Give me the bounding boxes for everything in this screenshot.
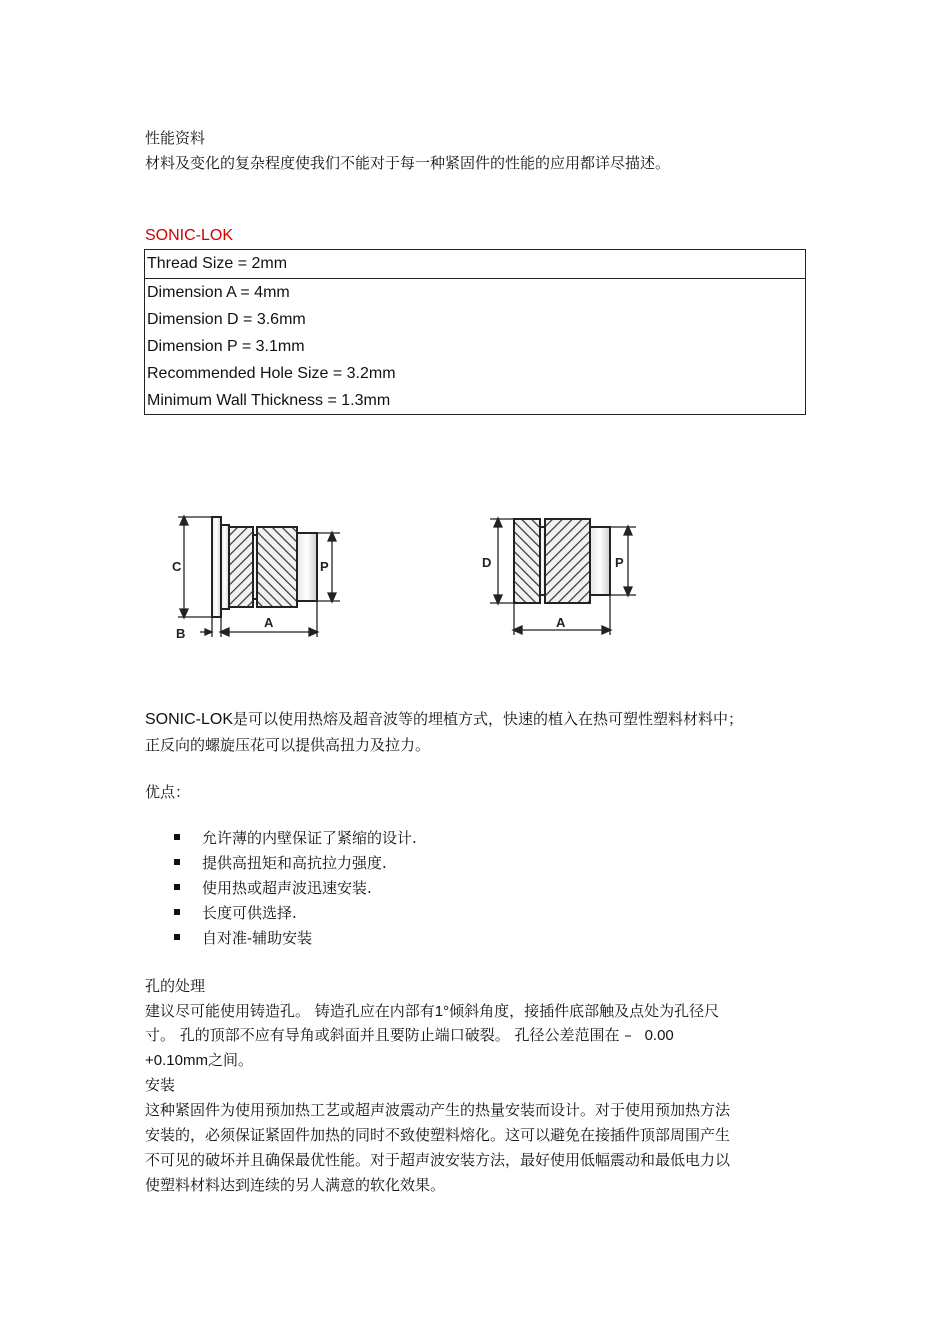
left-collar xyxy=(221,525,229,609)
dimension-d-cell: Dimension D = 3.6mm xyxy=(147,310,306,328)
left-knurl-1 xyxy=(229,527,253,607)
thread-size-cell: Thread Size = 2mm xyxy=(145,250,806,279)
right-knurl-1 xyxy=(514,519,540,603)
description-brand: SONIC-LOK xyxy=(145,711,234,728)
list-item: 长度可供选择. xyxy=(174,903,417,928)
label-c: C xyxy=(172,559,182,574)
list-item: 自对准-辅助安装 xyxy=(174,928,417,953)
install-line-1: 这种紧固件为使用预加热工艺或超声波震动产生的热量安装而设计。对于使用预加热方法 xyxy=(145,1101,731,1119)
list-item: 提供高扭矩和高抗拉力强度. xyxy=(174,853,417,878)
description-line-1-text: 是可以使用热熔及超音波等的埋植方式，快速的植入在热可塑性塑料材料中； xyxy=(233,710,744,728)
left-knurl-2 xyxy=(257,527,297,607)
left-pilot xyxy=(297,533,317,601)
advantages-list xyxy=(174,828,417,953)
bullet-icon xyxy=(174,834,180,840)
hole-line-1: 建议尽可能使用铸造孔。 铸造孔应在内部有1°倾斜角度，接插件底部触及点处为孔径尺 xyxy=(145,1002,720,1020)
table-row xyxy=(145,333,806,360)
label-p-right: P xyxy=(615,555,624,570)
label-b: B xyxy=(176,626,186,641)
bullet-icon xyxy=(174,859,180,865)
table-row xyxy=(145,306,806,333)
table-row xyxy=(145,360,806,387)
performance-text: 材料及变化的复杂程度使我们不能对于每一种紧固件的性能的应用都详尽描述。 xyxy=(145,154,671,172)
section-title-performance: 性能资料 xyxy=(145,129,206,147)
hole-title: 孔的处理 xyxy=(145,977,206,995)
product-name: SONIC-LOK xyxy=(145,227,234,244)
advantages-title: 优点： xyxy=(145,783,191,801)
install-line-4: 使塑料材料达到连续的另人满意的软化效果。 xyxy=(145,1176,446,1194)
dimension-a-cell: Dimension A = 4mm xyxy=(147,283,290,301)
left-insert-drawing xyxy=(212,517,317,617)
label-a-left: A xyxy=(264,615,274,630)
table-row xyxy=(145,387,806,415)
hole-line-3: +0.10mm之间。 xyxy=(145,1051,253,1069)
right-knurl-2 xyxy=(545,519,590,603)
bullet-icon xyxy=(174,884,180,890)
dimension-p-cell: Dimension P = 3.1mm xyxy=(147,337,305,355)
bullet-icon xyxy=(174,909,180,915)
table-row xyxy=(145,279,806,307)
install-title: 安装 xyxy=(145,1076,176,1094)
list-item: 使用热或超声波迅速安装. xyxy=(174,878,417,903)
hole-size-cell: Recommended Hole Size = 3.2mm xyxy=(147,364,396,382)
label-d: D xyxy=(482,555,492,570)
install-line-3: 不可见的破坏并且确保最优性能。对于超声波安装方法，最好使用低幅震动和最低电力以 xyxy=(145,1151,731,1169)
label-p-left: P xyxy=(320,559,329,574)
left-flange xyxy=(212,517,221,617)
right-insert-drawing xyxy=(514,519,610,603)
table-row xyxy=(145,250,806,279)
hole-line-2: 寸。 孔的顶部不应有导角或斜面并且要防止端口破裂。 孔径公差范围在 – 0.00 xyxy=(145,1026,674,1044)
insert-dimension-diagram xyxy=(160,505,650,655)
list-item: 允许薄的内壁保证了紧缩的设计. xyxy=(174,828,417,853)
install-line-2: 安装的，必须保证紧固件加热的同时不致使塑料熔化。这可以避免在接插件顶部周围产生 xyxy=(145,1126,731,1144)
description-line-2: 正反向的螺旋压花可以提供高扭力及拉力。 xyxy=(145,736,431,754)
spec-table xyxy=(144,249,806,415)
label-a-right: A xyxy=(556,615,566,630)
wall-thickness-cell: Minimum Wall Thickness = 1.3mm xyxy=(147,391,391,409)
bullet-icon xyxy=(174,934,180,940)
description-line-1 xyxy=(145,709,743,730)
right-pilot xyxy=(590,527,610,595)
